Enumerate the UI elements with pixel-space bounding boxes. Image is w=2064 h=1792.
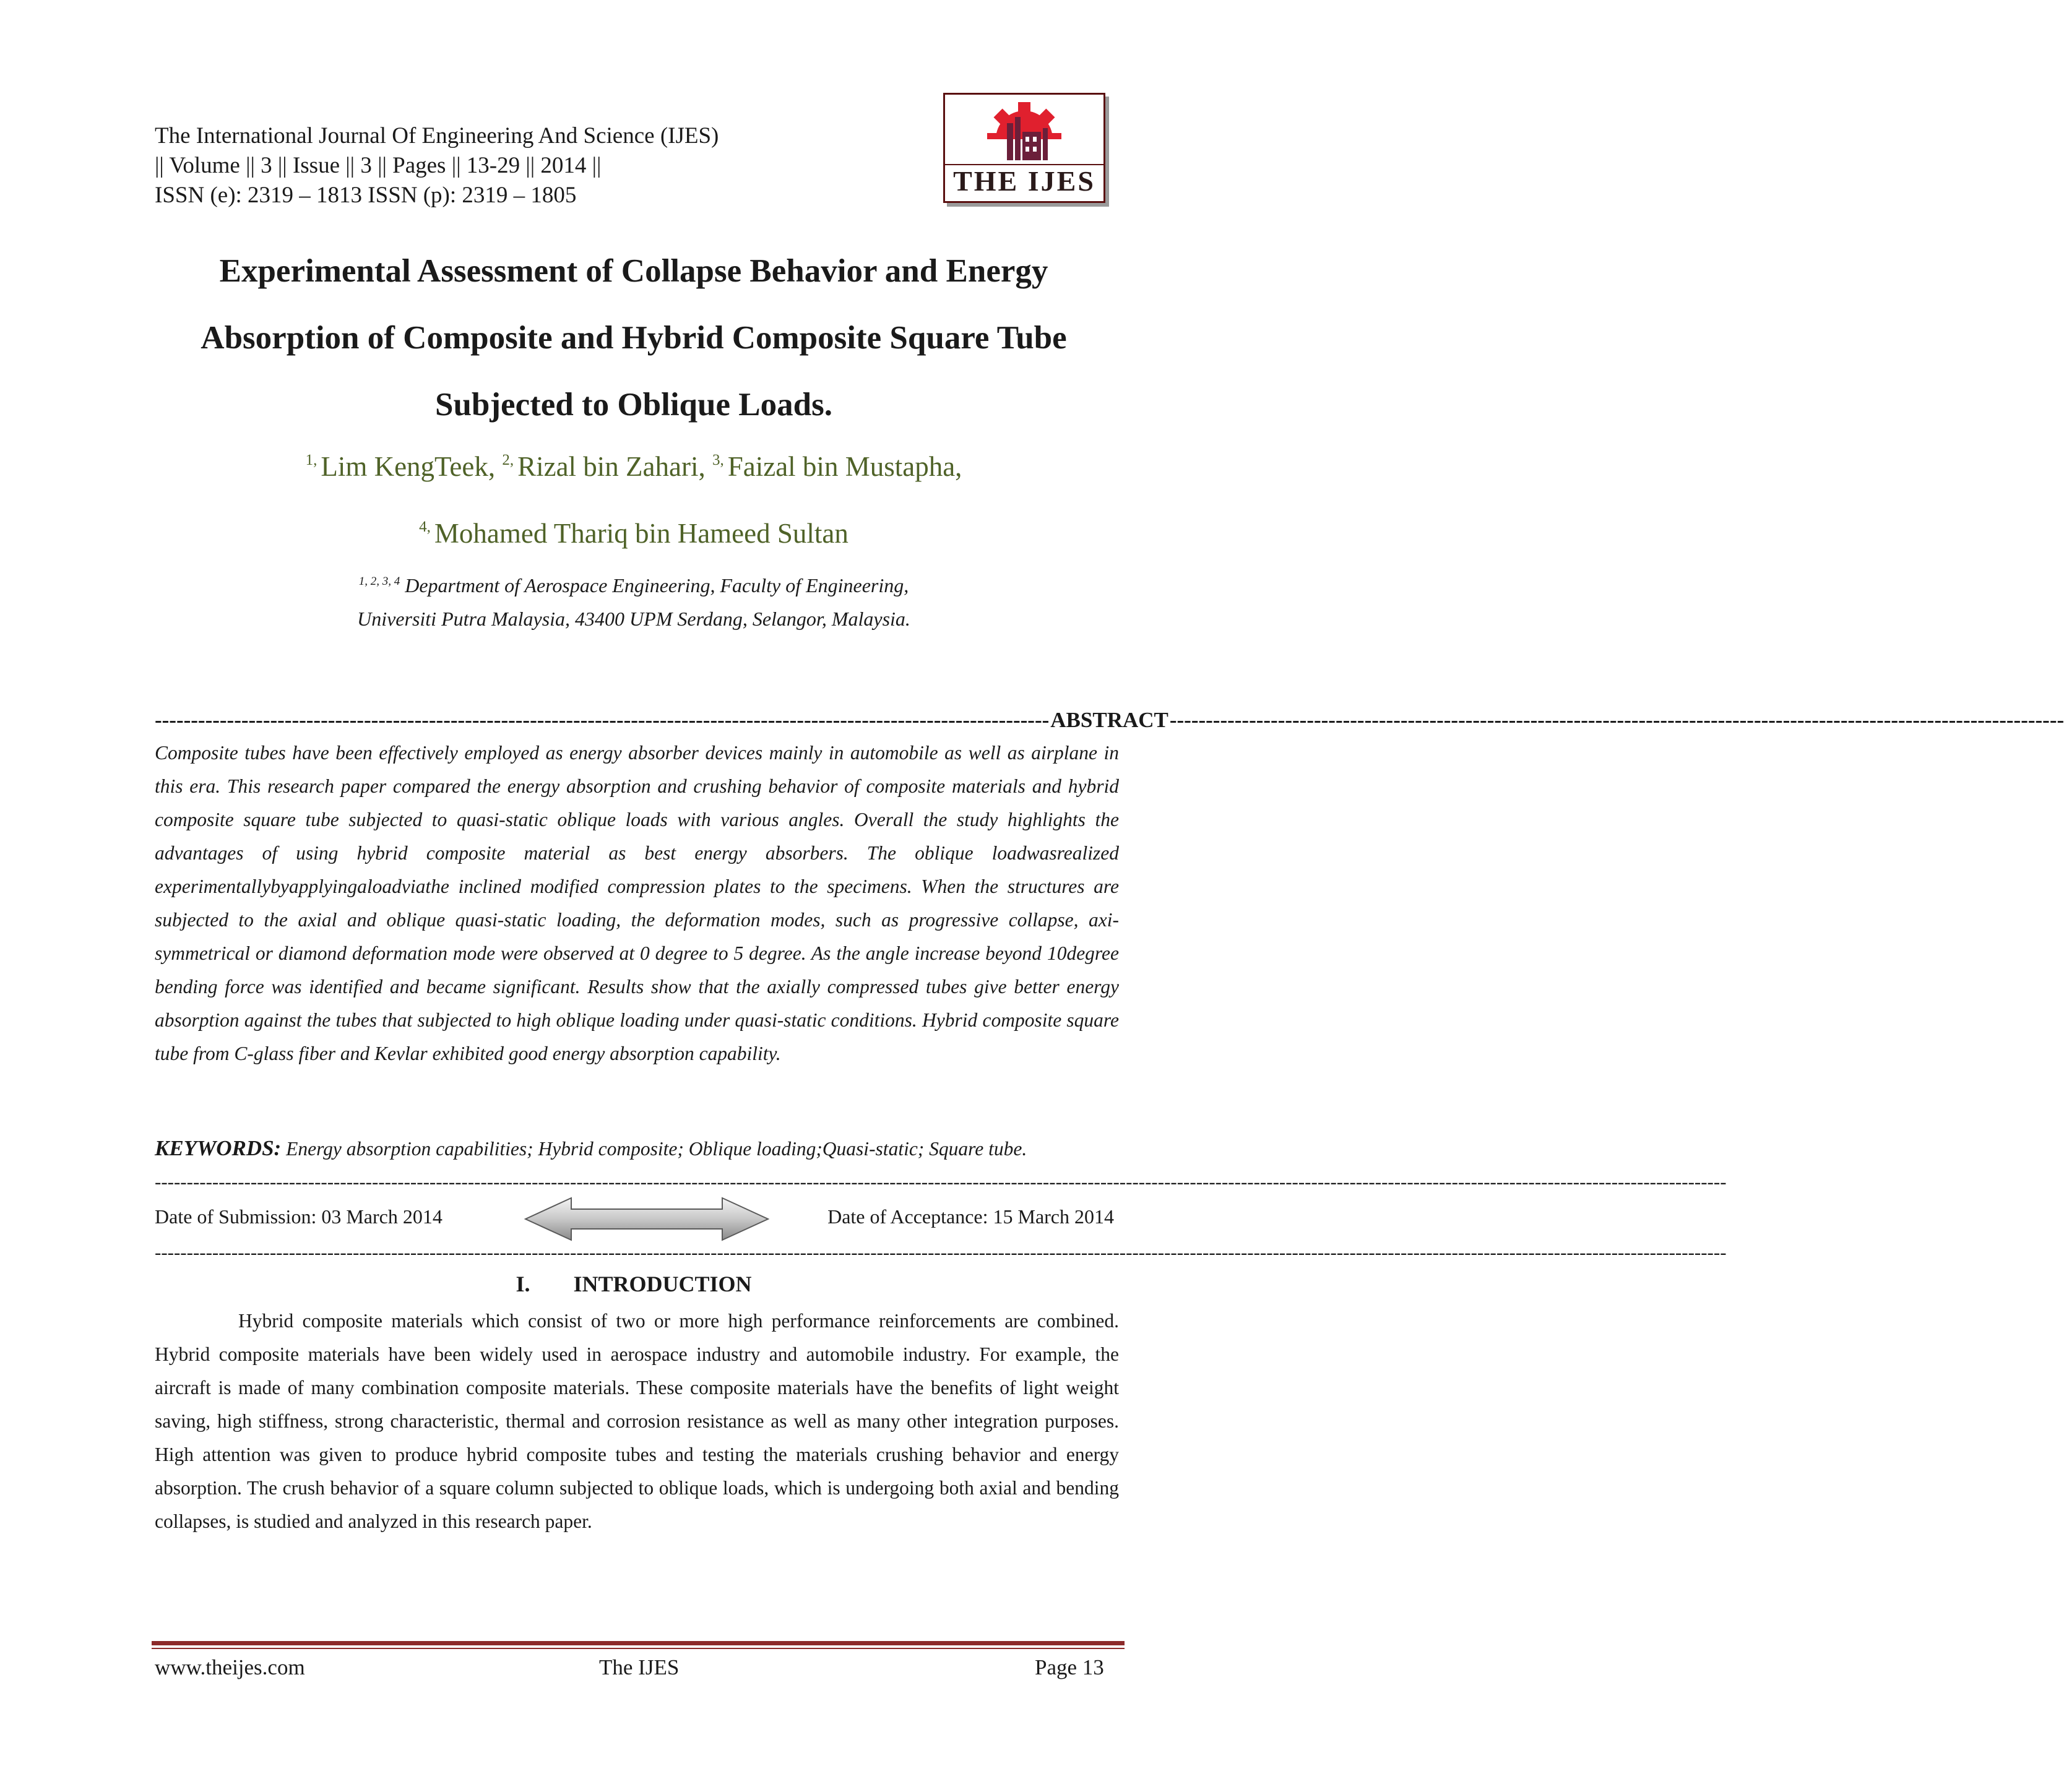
footer-rule — [152, 1641, 1125, 1645]
dash-rule: ---------------------------------------------------------------------------------------------------------------------------- — [155, 708, 1050, 732]
abstract-heading-row — [155, 707, 2064, 734]
footer-journal: The IJES — [599, 1655, 680, 1679]
volume-info: || Volume || 3 || Issue || 3 || Pages || 13-29 || 2014 || — [155, 153, 602, 178]
affiliation-line-2: Universiti Putra Malaysia, 43400 UPM Serdang, Selangor, Malaysia. — [357, 608, 910, 630]
author-mark: 4, — [419, 519, 431, 535]
affiliation-line-1 — [124, 574, 1144, 597]
dash-separator-top: ------------------------------------------------------------------------------------------------------------------------------------------------------------------------------------------------------------------------------------------------------ — [155, 1171, 1727, 1192]
introduction-heading — [124, 1271, 1144, 1297]
issn-info: ISSN (e): 2319 – 1813 ISSN (p): 2319 – 1805 — [155, 183, 577, 208]
acceptance-date: Date of Acceptance: 15 March 2014 — [827, 1205, 1114, 1228]
abstract-heading: ABSTRACT — [1050, 708, 1168, 732]
abstract-text: Composite tubes have been effectively employed as energy absorber devices mainly in automobile as well as airplane in this era. This research paper compared the energy absorption and crushing behavior of composite materials and hybrid composite square tube subjected to quasi-static oblique loads with various angles. Overall the study highlights the advantages of using hybrid composite material as best energy absorbers. The oblique loadwasrealized experimentallybyapplyingaloadviathe inclined modified compression plates to the specimens. When the structures are subjected to the axial and oblique quasi-static loading, the deformation modes, such as progressive collapse, axi-symmetrical or diamond deformation mode were observed at 0 degree to 5 degree. As the angle increase beyond 10degree bending force was identified and became significant. Results show that the axially compressed tubes give better energy absorption against the tubes that subjected to high oblique loading under quasi-static conditions. Hybrid composite square tube from C-glass fiber and Kevlar exhibited good energy absorption capability. — [155, 742, 1119, 1064]
author-mark: 1, — [305, 452, 317, 468]
page-number: Page 13 — [1035, 1655, 1104, 1679]
journal-logo — [943, 93, 1105, 203]
keywords — [155, 1136, 1119, 1161]
keywords-text: Energy absorption capabilities; Hybrid composite; Oblique loading;Quasi-static; Square tube. — [286, 1138, 1027, 1160]
journal-name: The International Journal Of Engineering And Science (IJES) — [155, 123, 719, 149]
double-arrow-icon — [523, 1194, 771, 1244]
introduction-text: Hybrid composite materials which consist of two or more high performance reinforcements are combined. Hybrid composite materials have been widely used in aerospace industry and automobile industry. For example, the aircraft is made of many combination composite materials. These composite materials have the benefits of light weight saving, high stiffness, strong characteristic, thermal and corrosion resistance as well as many other integration purposes. High attention was given to produce hybrid composite tubes and testing the materials crushing behavior and energy absorption. The crush behavior of a square column subjected to oblique loads, which is undergoing both axial and bending collapses, is studied and analyzed in this research paper. — [155, 1310, 1119, 1532]
dash-rule: ---------------------------------------------------------------------------------------------------------------------------- — [1169, 708, 2064, 732]
authors-line-1 — [124, 450, 1144, 483]
title-line: Experimental Assessment of Collapse Behavior and Energy — [219, 253, 1048, 289]
authors-line-2 — [124, 517, 1144, 549]
author-name: Lim KengTeek, — [321, 451, 496, 482]
paper-title — [124, 238, 1144, 438]
affiliation-marks: 1, 2, 3, 4 — [358, 575, 400, 588]
dash-separator-bottom: ------------------------------------------------------------------------------------------------------------------------------------------------------------------------------------------------------------------------------------------------------ — [155, 1241, 1727, 1263]
author-name: Rizal bin Zahari, — [517, 451, 706, 482]
footer-website: www.theijes.com — [155, 1655, 305, 1679]
submission-date: Date of Submission: 03 March 2014 — [155, 1205, 443, 1228]
title-line: Subjected to Oblique Loads. — [434, 387, 832, 423]
author-name: Faizal bin Mustapha, — [727, 451, 962, 482]
title-line: Absorption of Composite and Hybrid Composite Square Tube — [201, 320, 1067, 356]
author-name: Mohamed Thariq bin Hameed Sultan — [434, 518, 848, 549]
logo-text: THE IJES — [945, 164, 1103, 197]
footer-rule-thin — [152, 1648, 1125, 1649]
section-number: I. — [516, 1272, 530, 1296]
keywords-label: KEYWORDS: — [155, 1136, 282, 1160]
author-mark: 2, — [502, 452, 514, 468]
section-title: INTRODUCTION — [573, 1272, 752, 1296]
affiliation-text: Department of Aerospace Engineering, Faculty of Engineering, — [405, 574, 909, 597]
author-mark: 3, — [712, 452, 724, 468]
